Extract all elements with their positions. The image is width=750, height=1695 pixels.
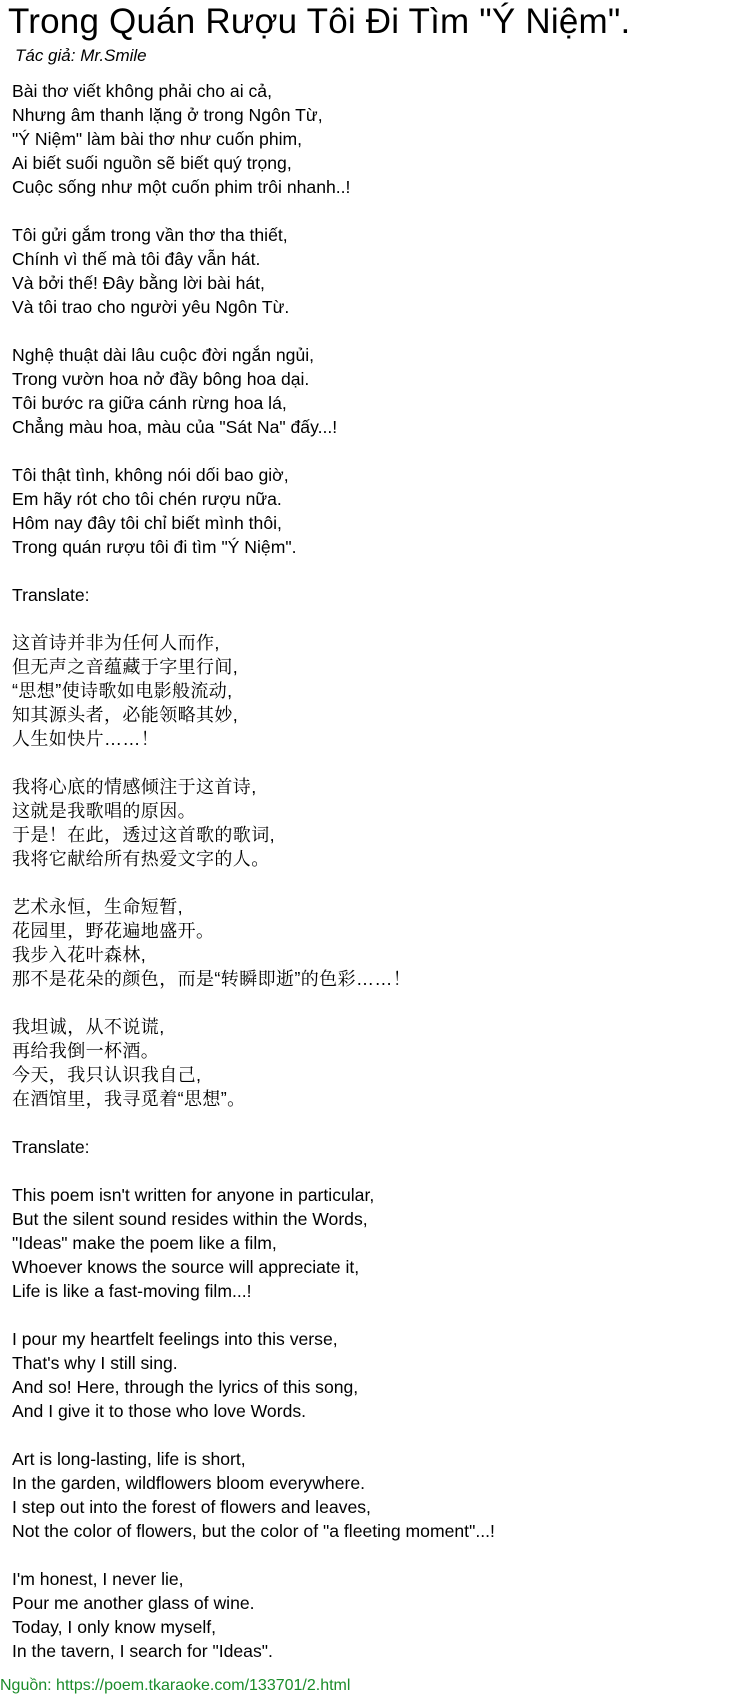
poem-line: Whoever knows the source will appreciate it, [12, 1257, 360, 1277]
poem-line: I'm honest, I never lie, [12, 1569, 184, 1589]
stanza-break [12, 1111, 750, 1135]
poem-line: 花园里，野花遍地盛开。 [12, 921, 215, 941]
poem-line: Hôm nay đây tôi chỉ biết mình thôi, [12, 513, 282, 533]
poem-line: Life is like a fast-moving film...! [12, 1281, 252, 1301]
stanza-break [12, 1423, 750, 1447]
poem-line: Pour me another glass of wine. [12, 1593, 255, 1613]
poem-line: 知其源头者，必能领略其妙, [12, 705, 239, 725]
stanza-break [12, 199, 750, 223]
stanza-break [12, 1159, 750, 1183]
poem-line: Bài thơ viết không phải cho ai cả, [12, 81, 272, 101]
poem-title: Trong Quán Rượu Tôi Đi Tìm "Ý Niệm". [8, 2, 631, 41]
stanza-break [12, 871, 750, 895]
poem-line: Trong vườn hoa nở đầy bông hoa dại. [12, 369, 310, 389]
poem-line: "Ideas" make the poem like a film, [12, 1233, 277, 1253]
poem-line: 我将心底的情感倾注于这首诗, [12, 777, 257, 797]
poem-line: That's why I still sing. [12, 1353, 178, 1373]
stanza-break [12, 1543, 750, 1567]
poem-line: 这首诗并非为任何人而作, [12, 633, 220, 653]
poem-line: “思想”使诗歌如电影般流动, [12, 681, 233, 701]
translate-heading: Translate: [12, 585, 90, 605]
poem-line: 人生如快片……！ [12, 729, 160, 749]
poem-line: 艺术永恒，生命短暂, [12, 897, 183, 917]
poem-line: Tôi bước ra giữa cánh rừng hoa lá, [12, 393, 287, 413]
poem-line: 再给我倒一杯酒。 [12, 1041, 160, 1061]
poem-line: But the silent sound resides within the Words, [12, 1209, 368, 1229]
poem-line: 于是！在此，透过这首歌的歌词, [12, 825, 275, 845]
poem-line: Ai biết suối nguồn sẽ biết quý trọng, [12, 153, 292, 173]
poem-line: And I give it to those who love Words. [12, 1401, 307, 1421]
translate-heading: Translate: [12, 1137, 90, 1157]
poem-line: Not the color of flowers, but the color of "a fleeting moment"...! [12, 1521, 495, 1541]
poem-line: "Ý Niệm" làm bài thơ như cuốn phim, [12, 129, 303, 149]
poem-line: Tôi gửi gắm trong vần thơ tha thiết, [12, 225, 288, 245]
poem-line: 今天，我只认识我自己, [12, 1065, 202, 1085]
poem-line: Chính vì thế mà tôi đây vẫn hát. [12, 249, 261, 269]
poem-line: Art is long-lasting, life is short, [12, 1449, 246, 1469]
poem-line: Trong quán rượu tôi đi tìm "Ý Niệm". [12, 537, 297, 557]
poem-line: Nhưng âm thanh lặng ở trong Ngôn Từ, [12, 105, 323, 125]
poem-line: 在酒馆里，我寻觅着“思想”。 [12, 1089, 246, 1109]
poem-line: 我将它献给所有热爱文字的人。 [12, 849, 270, 869]
poem-line: 但无声之音蕴藏于字里行间, [12, 657, 239, 677]
poem-line: I pour my heartfelt feelings into this verse, [12, 1329, 338, 1349]
poem-line: Chẳng màu hoa, màu của "Sát Na" đấy...! [12, 417, 338, 437]
poem-line: Và tôi trao cho người yêu Ngôn Từ. [12, 297, 290, 317]
poem-line: Cuộc sống như một cuốn phim trôi nhanh..! [12, 177, 351, 197]
poem-line: 我步入花叶森林, [12, 945, 147, 965]
stanza-break [12, 991, 750, 1015]
stanza-break [12, 751, 750, 775]
stanza-break [12, 607, 750, 631]
poem-line: In the tavern, I search for "Ideas". [12, 1641, 273, 1661]
stanza-break [12, 439, 750, 463]
poem-body [12, 79, 750, 1663]
poem-line: And so! Here, through the lyrics of this song, [12, 1377, 359, 1397]
poem-line: Today, I only know myself, [12, 1617, 217, 1637]
poem-line: 我坦诚，从不说谎, [12, 1017, 165, 1037]
poem-line: Tôi thật tình, không nói dối bao giờ, [12, 465, 289, 485]
poem-line: This poem isn't written for anyone in particular, [12, 1185, 375, 1205]
poem-line: I step out into the forest of flowers and leaves, [12, 1497, 371, 1517]
poem-line: 这就是我歌唱的原因。 [12, 801, 196, 821]
stanza-break [12, 559, 750, 583]
stanza-break [12, 319, 750, 343]
poem-line: Nghệ thuật dài lâu cuộc đời ngắn ngủi, [12, 345, 315, 365]
stanza-break [12, 1303, 750, 1327]
poem-line: In the garden, wildflowers bloom everywhere. [12, 1473, 366, 1493]
poem-line: Và bởi thế! Đây bằng lời bài hát, [12, 273, 265, 293]
poem-line: Em hãy rót cho tôi chén rượu nữa. [12, 489, 282, 509]
poem-author: Tác giả: Mr.Smile [15, 46, 147, 65]
source-link[interactable]: Nguồn: https://poem.tkaraoke.com/133701/2.html [0, 1677, 351, 1694]
poem-line: 那不是花朵的颜色，而是“转瞬即逝”的色彩……！ [12, 969, 412, 989]
